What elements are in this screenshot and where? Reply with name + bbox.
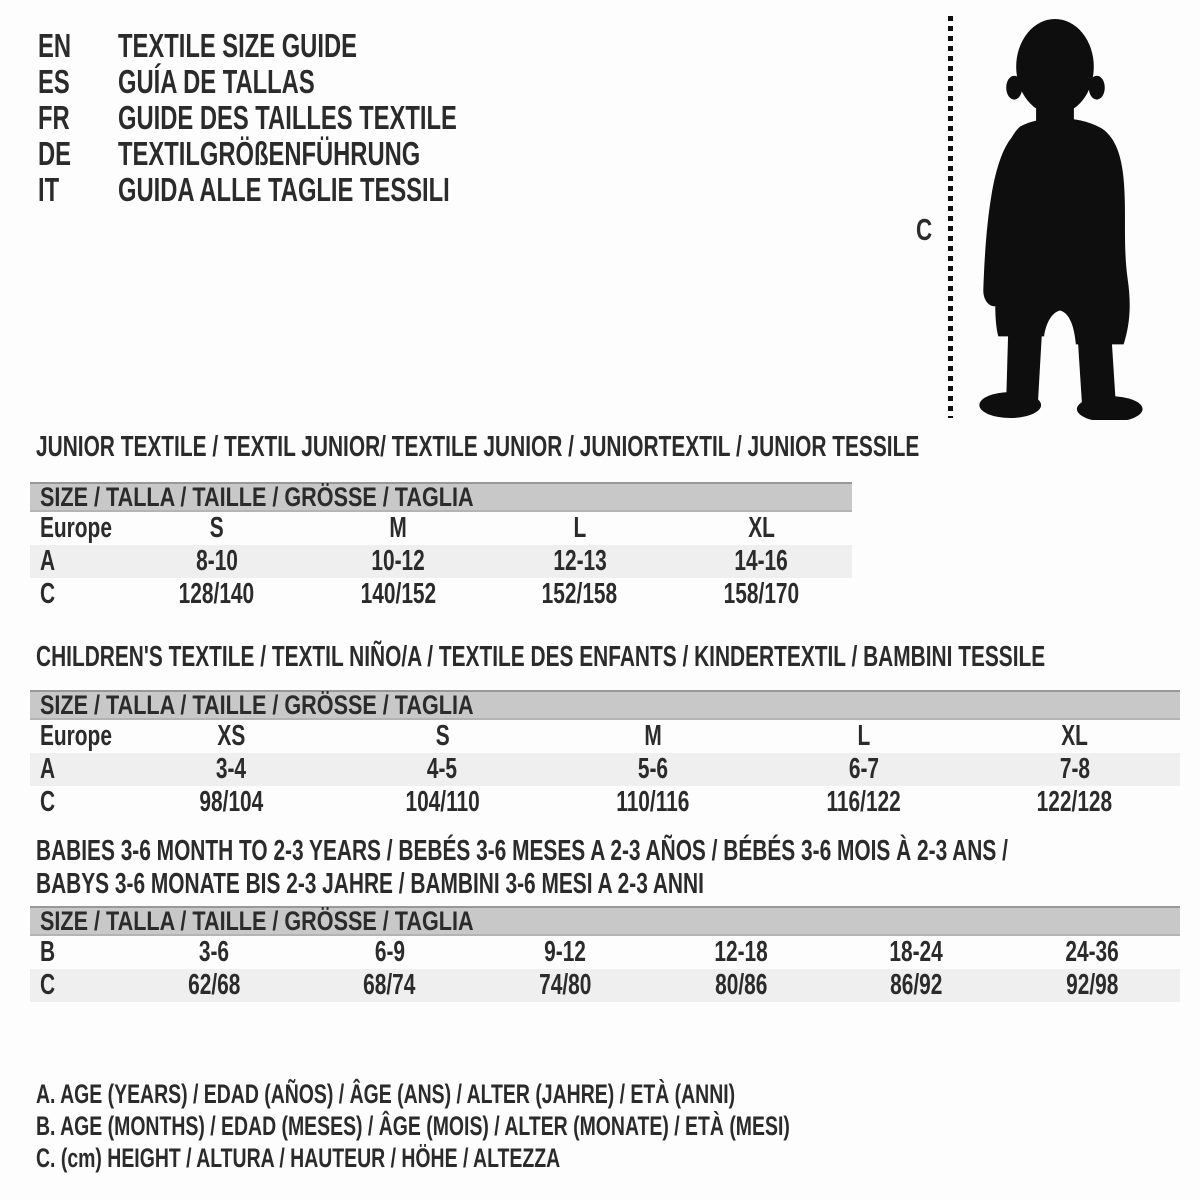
table-cell <box>477 969 653 1002</box>
cell-value: 128/140 <box>179 578 255 610</box>
table-cell <box>126 969 302 1002</box>
section-title-babies <box>36 835 1200 901</box>
lang-code: ES <box>38 63 70 100</box>
table-cell <box>671 578 853 611</box>
table-cell <box>829 936 1005 969</box>
cell-value: 74/80 <box>539 969 592 1001</box>
lang-row-de <box>38 136 589 172</box>
table-cell <box>337 720 548 753</box>
table-header-bar <box>30 906 1180 936</box>
legend-line-b <box>36 1110 1083 1142</box>
guide-title: TEXTILGRÖßENFÜHRUNG <box>118 135 421 172</box>
legend-text: C. (cm) HEIGHT / ALTURA / HAUTEUR / HÖHE / ALTEZZA <box>36 1143 561 1173</box>
cell-value: 116/122 <box>826 786 901 818</box>
table-cell <box>548 786 759 819</box>
section-title-junior <box>36 431 1200 464</box>
table-cell <box>829 969 1005 1002</box>
cell-value: XL <box>747 512 775 544</box>
table-cell <box>126 786 337 819</box>
section-title-text: JUNIOR TEXTILE / TEXTIL JUNIOR/ TEXTILE JUNIOR / JUNIORTEXTIL / JUNIOR TESSILE <box>36 431 920 463</box>
table-cell <box>477 936 653 969</box>
table-row <box>30 720 1180 753</box>
cell-value: 18-24 <box>889 936 944 968</box>
row-label: A <box>40 545 56 577</box>
table-cell <box>126 753 337 786</box>
cell-value: 5-6 <box>637 753 669 785</box>
cell-value: 10-12 <box>371 545 425 577</box>
cell-value: 92/98 <box>1066 969 1119 1001</box>
cell-value: 80/86 <box>714 969 767 1001</box>
table-cell <box>1004 969 1180 1002</box>
height-measure-dashed-line <box>948 16 953 418</box>
table-cell <box>1004 936 1180 969</box>
cell-value: 68/74 <box>363 969 416 1001</box>
row-label: C <box>40 578 56 610</box>
cell-value: L <box>857 720 871 752</box>
cell-value: 7-8 <box>1059 753 1090 785</box>
cell-value: 24-36 <box>1065 936 1119 968</box>
row-label-cell <box>30 753 126 786</box>
row-label-cell <box>30 545 126 578</box>
table-cell <box>653 936 829 969</box>
cell-value: 152/158 <box>542 578 618 610</box>
children-size-table <box>30 690 1180 819</box>
table-cell <box>671 545 853 578</box>
cell-value: M <box>389 512 407 544</box>
table-cell <box>548 720 759 753</box>
table-cell <box>969 786 1180 819</box>
row-label-cell <box>30 936 126 969</box>
section-title-text-line2: BABYS 3-6 MONATE BIS 2-3 JAHRE / BAMBINI 3-6 MESI A 2-3 ANNI <box>36 868 704 900</box>
lang-row-es <box>38 64 589 100</box>
cell-value: 86/92 <box>890 969 943 1001</box>
table-cell <box>653 969 829 1002</box>
cell-value: S <box>435 720 450 752</box>
height-measure-label: C <box>916 212 933 247</box>
lang-row-en <box>38 28 589 64</box>
table-row <box>30 578 852 611</box>
table-header-text: SIZE / TALLA / TAILLE / GRÖSSE / TAGLIA <box>40 905 474 936</box>
table-cell <box>126 720 337 753</box>
cell-value: L <box>573 512 587 544</box>
guide-title: TEXTILE SIZE GUIDE <box>118 27 357 64</box>
cell-value: 12-13 <box>553 545 607 577</box>
guide-title: GUÍA DE TALLAS <box>118 63 315 100</box>
table-cell <box>758 720 969 753</box>
table-cell <box>302 969 478 1002</box>
table-row <box>30 969 1180 1002</box>
legend-text: B. AGE (MONTHS) / EDAD (MESES) / ÂGE (MOIS) / ALTER (MONATE) / ETÀ (MESI) <box>36 1111 790 1141</box>
table-rows <box>30 936 1180 1002</box>
table-cell <box>969 720 1180 753</box>
table-cell <box>758 786 969 819</box>
babies-size-table <box>30 906 1180 1002</box>
cell-value: 3-6 <box>198 936 229 968</box>
table-row <box>30 545 852 578</box>
table-cell <box>489 578 671 611</box>
guide-title: GUIDE DES TAILLES TEXTILE <box>118 99 457 136</box>
cell-value: 12-18 <box>714 936 768 968</box>
cell-value: 3-4 <box>216 753 247 785</box>
row-label: Europe <box>40 720 112 752</box>
cell-value: 140/152 <box>360 578 436 610</box>
table-header-text: SIZE / TALLA / TAILLE / GRÖSSE / TAGLIA <box>40 481 474 512</box>
row-label-cell <box>30 578 126 611</box>
section-title-text: BABIES 3-6 MONTH TO 2-3 YEARS / BEBÉS 3-6 MESES A 2-3 AÑOS / BÉBÉS 3-6 MOIS À 2-3 ANS / <box>36 835 1008 867</box>
table-rows <box>30 512 852 611</box>
table-cell <box>337 786 548 819</box>
legend-line-c <box>36 1142 1083 1174</box>
table-row <box>30 512 852 545</box>
table-header-bar <box>30 482 852 512</box>
table-row <box>30 786 1180 819</box>
lang-code: DE <box>38 135 72 172</box>
table-cell <box>489 512 671 545</box>
table-cell <box>302 936 478 969</box>
child-silhouette-icon <box>958 12 1148 420</box>
junior-size-table <box>30 482 852 611</box>
table-header-bar <box>30 690 1180 720</box>
table-rows <box>30 720 1180 819</box>
guide-title: GUIDA ALLE TAGLIE TESSILI <box>118 171 450 208</box>
cell-value: 9-12 <box>544 936 587 968</box>
table-row <box>30 936 1180 969</box>
cell-value: 4-5 <box>427 753 458 785</box>
measurement-legend <box>36 1078 1083 1174</box>
table-cell <box>308 512 490 545</box>
row-label-cell <box>30 786 126 819</box>
table-cell <box>337 753 548 786</box>
table-cell <box>126 545 308 578</box>
lang-code: FR <box>38 99 70 136</box>
language-title-list <box>38 28 589 208</box>
cell-value: 122/128 <box>1036 786 1113 818</box>
cell-value: 14-16 <box>734 545 788 577</box>
cell-value: XS <box>217 720 246 752</box>
lang-row-it <box>38 172 589 208</box>
legend-text: A. AGE (YEARS) / EDAD (AÑOS) / ÂGE (ANS) / ALTER (JAHRE) / ETÀ (ANNI) <box>36 1079 736 1109</box>
table-header-text: SIZE / TALLA / TAILLE / GRÖSSE / TAGLIA <box>40 689 474 720</box>
cell-value: XL <box>1061 720 1088 752</box>
cell-value: 158/170 <box>723 578 799 610</box>
table-row <box>30 753 1180 786</box>
lang-code: IT <box>38 171 60 208</box>
row-label-cell <box>30 720 126 753</box>
lang-code: EN <box>38 27 72 64</box>
row-label: B <box>40 936 56 968</box>
table-cell <box>308 545 490 578</box>
row-label: A <box>40 753 56 785</box>
cell-value: 110/116 <box>616 786 690 818</box>
cell-value: 6-7 <box>848 753 879 785</box>
table-cell <box>548 753 759 786</box>
cell-value: 8-10 <box>195 545 238 577</box>
cell-value: M <box>644 720 662 752</box>
table-cell <box>126 512 308 545</box>
table-cell <box>308 578 490 611</box>
row-label-cell <box>30 512 126 545</box>
row-label-cell <box>30 969 126 1002</box>
cell-value: S <box>209 512 224 544</box>
table-cell <box>969 753 1180 786</box>
section-title-children <box>36 641 1200 674</box>
row-label: C <box>40 969 56 1001</box>
legend-line-a <box>36 1078 1083 1110</box>
cell-value: 6-9 <box>374 936 405 968</box>
table-cell <box>671 512 853 545</box>
row-label: Europe <box>40 512 112 544</box>
cell-value: 62/68 <box>187 969 240 1001</box>
table-cell <box>489 545 671 578</box>
row-label: C <box>40 786 56 818</box>
table-cell <box>758 753 969 786</box>
cell-value: 104/110 <box>405 786 480 818</box>
section-title-text: CHILDREN'S TEXTILE / TEXTIL NIÑO/A / TEXTILE DES ENFANTS / KINDERTEXTIL / BAMBINI TESSILE <box>36 641 1046 673</box>
cell-value: 98/104 <box>199 786 264 818</box>
table-cell <box>126 936 302 969</box>
lang-row-fr <box>38 100 589 136</box>
table-cell <box>126 578 308 611</box>
